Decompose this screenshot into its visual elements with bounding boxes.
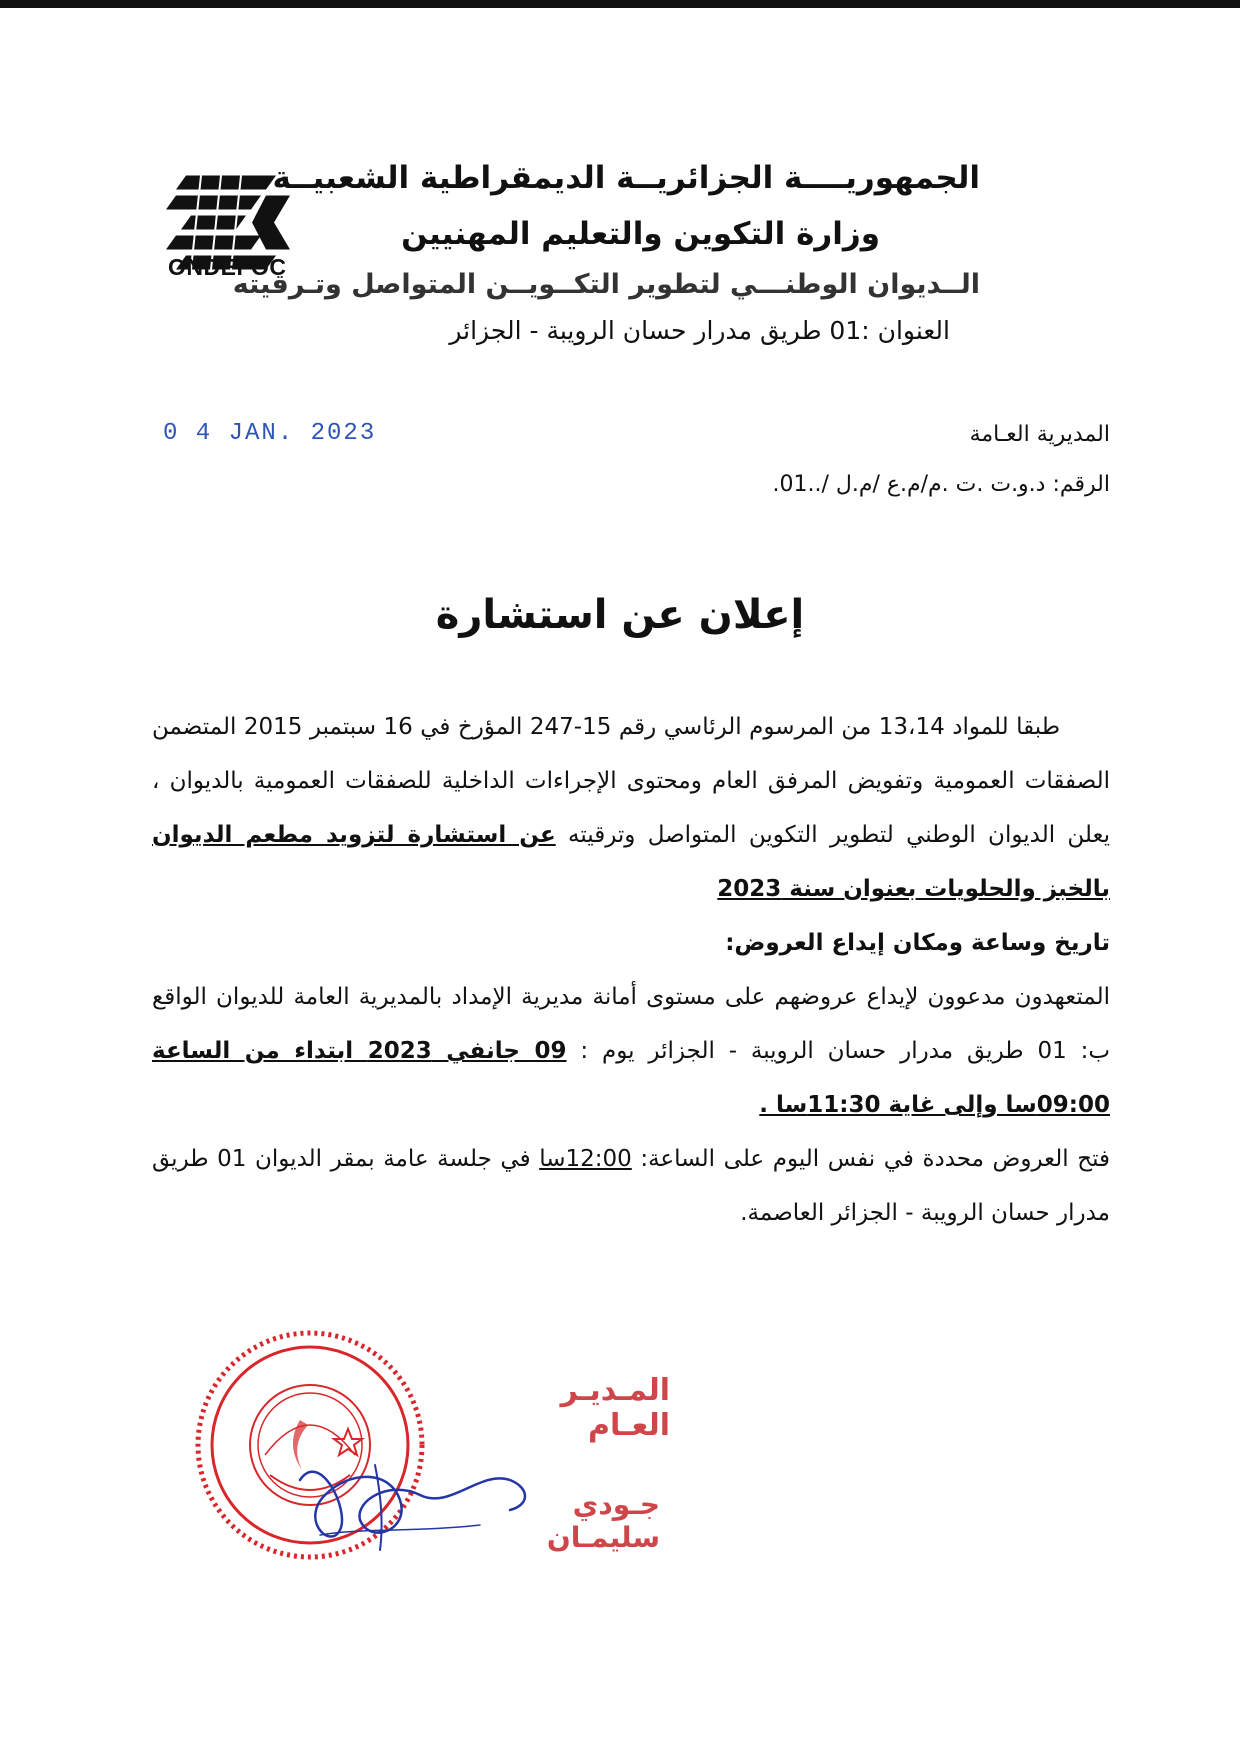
office-address: العنوان :01 طريق مدرار حسان الرويبة - الجزائر bbox=[449, 316, 950, 345]
legal-basis-paragraph bbox=[152, 700, 1110, 916]
ministry-name: وزارة التكوين والتعليم المهنيين bbox=[401, 216, 880, 252]
handwritten-signature bbox=[280, 1410, 580, 1590]
opening-text-start: فتح العروض محددة في نفس اليوم على الساعة: bbox=[631, 1146, 1111, 1172]
signatory-title: المـديـر العـام bbox=[560, 1373, 670, 1443]
announcement-body bbox=[152, 700, 1110, 1240]
reference-number: الرقم: د.و.ت .ت .م/م.ع /م.ل /..01. bbox=[772, 472, 1110, 497]
date-stamp: 0 4 JAN. 2023 bbox=[163, 420, 377, 447]
reference-block bbox=[510, 410, 1110, 510]
consultation-subject: عن استشارة لتزويد مطعم الديوان بالخبز والحلويات بعنوان سنة 2023 bbox=[152, 822, 1110, 902]
document-title: إعلان عن استشارة bbox=[435, 592, 805, 638]
submission-deadline: 09 جانفي 2023 ابتداء من الساعة 09:00سا وإلى غاية 11:30سا . bbox=[152, 1038, 1110, 1118]
opening-paragraph bbox=[152, 1132, 1110, 1240]
republic-name: الجمهوريــــة الجزائريــة الديمقراطية الشعبيــة bbox=[272, 160, 980, 196]
opening-text-end: في جلسة عامة بمقر الديوان 01 طريق مدرار حسان الرويبة - الجزائر العاصمة. bbox=[152, 1146, 1110, 1226]
signatory-name: جـودي سليمـان bbox=[546, 1488, 660, 1554]
submission-paragraph bbox=[152, 970, 1110, 1132]
office-name: الــديوان الوطنـــي لتطوير التكــويــن المتواصل وتـرقيته bbox=[232, 269, 980, 300]
letterhead bbox=[220, 150, 980, 354]
opening-time: 12:00سا bbox=[539, 1146, 632, 1172]
scan-top-border bbox=[0, 0, 1240, 8]
submission-heading: تاريخ وساعة ومكان إيداع العروض: bbox=[725, 930, 1110, 956]
legal-basis-text: طبقا للمواد 13،14 من المرسوم الرئاسي رقم 15-247 المؤرخ في 16 سبتمبر 2015 المتضمن الصفقات العمومية وتفويض المرفق العام ومحتوى الإجراءات الداخلية للصفقات العمومية بالديوان ، يعلن الديوان الوطني لتطوير التكوين المتواصل وترقيته bbox=[152, 714, 1110, 848]
logo-text: ONDEFOC bbox=[168, 254, 287, 280]
submission-text: المتعهدون مدعوون لإيداع عروضهم على مستوى أمانة مديرية الإمداد بالمديرية العامة للديوان الواقع ب: 01 طريق مدرار حسان الرويبة - الجزائر يوم : bbox=[152, 984, 1111, 1064]
directorate-label: المديرية العـامة bbox=[969, 422, 1110, 447]
